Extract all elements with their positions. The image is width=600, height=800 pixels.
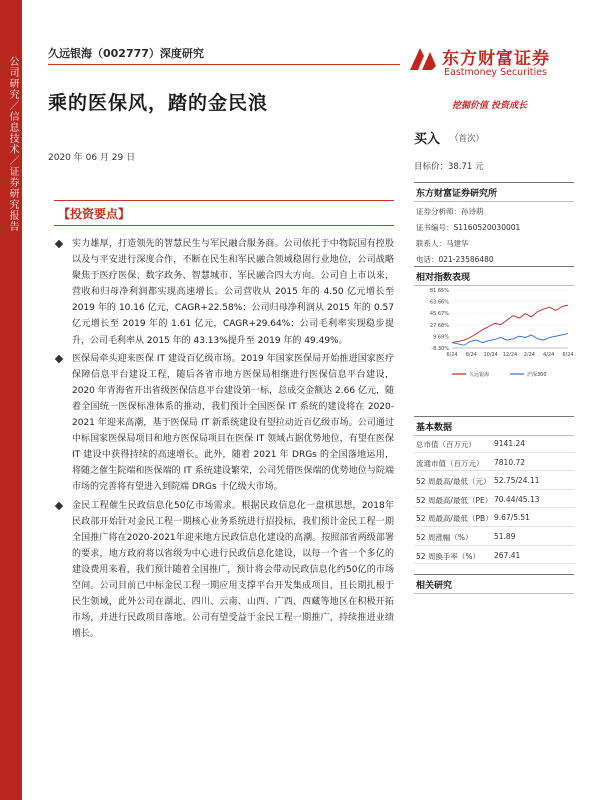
header-divider (48, 64, 400, 65)
stat-value: 51.89 (494, 531, 516, 541)
bullet-diamond-icon (55, 240, 63, 248)
x-tick-label: 6/24 (446, 352, 458, 358)
y-tick-label: 9.69% (433, 334, 449, 341)
key-point-item (54, 351, 394, 496)
stat-label: 52 周最高/最低（元） (416, 477, 491, 487)
table-row (414, 453, 574, 472)
x-tick-label: 8/24 (465, 352, 477, 358)
report-date: 2020 年 06 月 29 日 (48, 153, 136, 163)
index-section-title: 相对指数表现 (414, 266, 574, 286)
table-row (414, 508, 574, 527)
x-tick-label: 12/24 (502, 352, 518, 358)
key-point-text: 医保局牵头迎来医保 IT 建设百亿级市场。2019 年国家医保局开始推进国家医疗保障信息平台建设工程，随后各省市地方医保局相继进行医保信息平台建设，2020 年青海省开出省级医保信息平台建设第一标，总成交金额达 2.66 亿元，随着全国统一医保标准体系的推动，我们预计全国医保 IT 系统的建设将在 2020-2021 年迎来高潮，基于医保局 IT 新系统建设有望拉动近百亿级市场。公司通过中标国家医保局项目和地方医保局项目在医保 IT 领域占据优势地位，有望在医保 IT 建设中获得持续的高速增长。此外，随着 2021 年 DRGs 的全国落地运用，将随之催生院端和医保端的 IT 系统建设繁荣，公司凭借医保端的优势地位与院端市场的完善将有望进入到院端 DRGs 十亿级大市场。 (72, 353, 394, 493)
key-points-header (54, 200, 394, 226)
table-row (414, 434, 574, 453)
brand-name-cn: 东方财富证券 (442, 49, 550, 69)
category-label: 公司研究／信息技术／证券研究报告 (7, 56, 18, 232)
stat-value: 7810.72 (494, 457, 526, 467)
side-strip (0, 0, 22, 800)
report-title: 乘的医保风，踏的金民浪 (48, 92, 269, 114)
table-row (414, 471, 574, 490)
analyst-cert: 证书编号：S1160520030001 (416, 223, 521, 232)
key-points-title: 【投资要点】 (58, 207, 131, 221)
table-row (414, 490, 574, 509)
stat-value: 9141.24 (494, 439, 526, 448)
stat-value: 70.44/45.13 (494, 494, 540, 504)
contact-name: 联系人：马建华 (416, 239, 469, 248)
brand-slogan: 挖掘价值 投资成长 (452, 101, 528, 111)
table-row (414, 546, 574, 565)
basic-data-title: 基本数据 (414, 416, 574, 436)
y-tick-label: -8.30% (431, 346, 449, 352)
stat-label: 52 周涨幅（%） (416, 532, 473, 542)
stat-label: 52 周最高/最低（PE） (416, 495, 493, 505)
x-tick-label: 10/24 (483, 352, 498, 358)
stat-value: 52.75/24.11 (494, 476, 540, 486)
rating-sub: （首次） (450, 134, 485, 144)
relative-index-chart (414, 282, 574, 382)
stat-label: 52 周换手率（%） (416, 551, 481, 561)
key-point-item (54, 498, 394, 643)
logo-mark-icon (408, 44, 438, 74)
basic-data-table (414, 434, 574, 564)
brand-logo (408, 40, 558, 84)
x-tick-label: 6/24 (562, 352, 574, 358)
stat-label: 总市值（百万元） (416, 440, 476, 449)
bullet-diamond-icon (55, 501, 63, 509)
target-price: 目标价：38.71 元 (414, 162, 484, 172)
series-line-2 (452, 334, 568, 346)
legend-label: 久远银海 (469, 372, 490, 378)
related-research-title: 相关研究 (414, 574, 574, 594)
stat-value: 267.41 (494, 550, 521, 560)
key-points-list (54, 236, 394, 644)
key-point-text: 实力雄厚，打造领先的智慧民生与军民融合服务商。公司依托于中物院国有控股以及与平安进行深度合作，不断在民生和军民融合领域稳固行业地位，公司战略聚焦于医疗医保、数字政务、智慧城市、军民融合四大方向。公司自上市以来，营收和归母净利润都实现高速增长。公司营收从 2015 年的 4.50 亿元增长至 2019 年的 10.16 亿元，CAGR+22.58%；公司归母净利润从 2015 年的 0.57 亿元增长至 2019 年的 1.61 亿元，CAGR+29.64%；公司毛利率实现稳步提升，公司毛利率从 2015 年的 43.13%提升至 2019 年的 49.49%。 (72, 239, 394, 346)
y-tick-label: 27.68% (429, 322, 449, 329)
stat-label: 52 周最高/最低（PB） (416, 514, 493, 524)
company-stock: 久远银海（002777）深度研究 (48, 47, 204, 60)
legend-label: 沪深300 (527, 372, 547, 378)
stat-value: 9.67/5.51 (494, 513, 530, 523)
research-institute-title: 东方财富证券研究所 (414, 182, 574, 202)
key-point-text: 金民工程催生民政信息化50亿市场需求。根据民政信息化一盘棋思想，2018年民政部开始针对金民工程一期核心业务系统进行招投标，我们预计金民工程一期全国推广将在2020-2021年迎来地方民政信息化建设的高潮。按照部省两级部署的要求，地方政府将以省级为中心进行民政信息化建设，以每一个省一个多亿的建设费用来看，我们预计随着全国推广，预计将会带动民政信息化约50亿的市场空间。公司目前已中标金民工程一期应用支撑平台开发集成项目，且长期扎根于民生领域，此外公司在湖北、四川、云南、山西、广西、西藏等地区在积极开拓市场，并进行民政项目落地。公司有望受益于金民工程一期推广，持续推进业绩增长。 (72, 500, 394, 640)
rating-label: 买入 (414, 132, 441, 147)
y-tick-label: 81.65% (429, 288, 449, 294)
chart-svg (414, 282, 574, 382)
analyst-name: 证券分析师：孙诗萌 (416, 207, 484, 216)
rating (414, 126, 574, 148)
bullet-diamond-icon (55, 354, 63, 362)
x-tick-label: 2/24 (523, 352, 535, 358)
y-tick-label: 63.66% (429, 299, 449, 306)
contact-phone: 电话：021-23586480 (416, 255, 494, 264)
brand-name-en: Eastmoney Securities (444, 67, 547, 78)
stat-label: 流通市值（百万元） (416, 458, 484, 468)
y-tick-label: 45.67% (429, 311, 449, 318)
table-row (414, 527, 574, 546)
x-tick-label: 4/24 (543, 352, 555, 358)
key-point-item (54, 236, 394, 349)
